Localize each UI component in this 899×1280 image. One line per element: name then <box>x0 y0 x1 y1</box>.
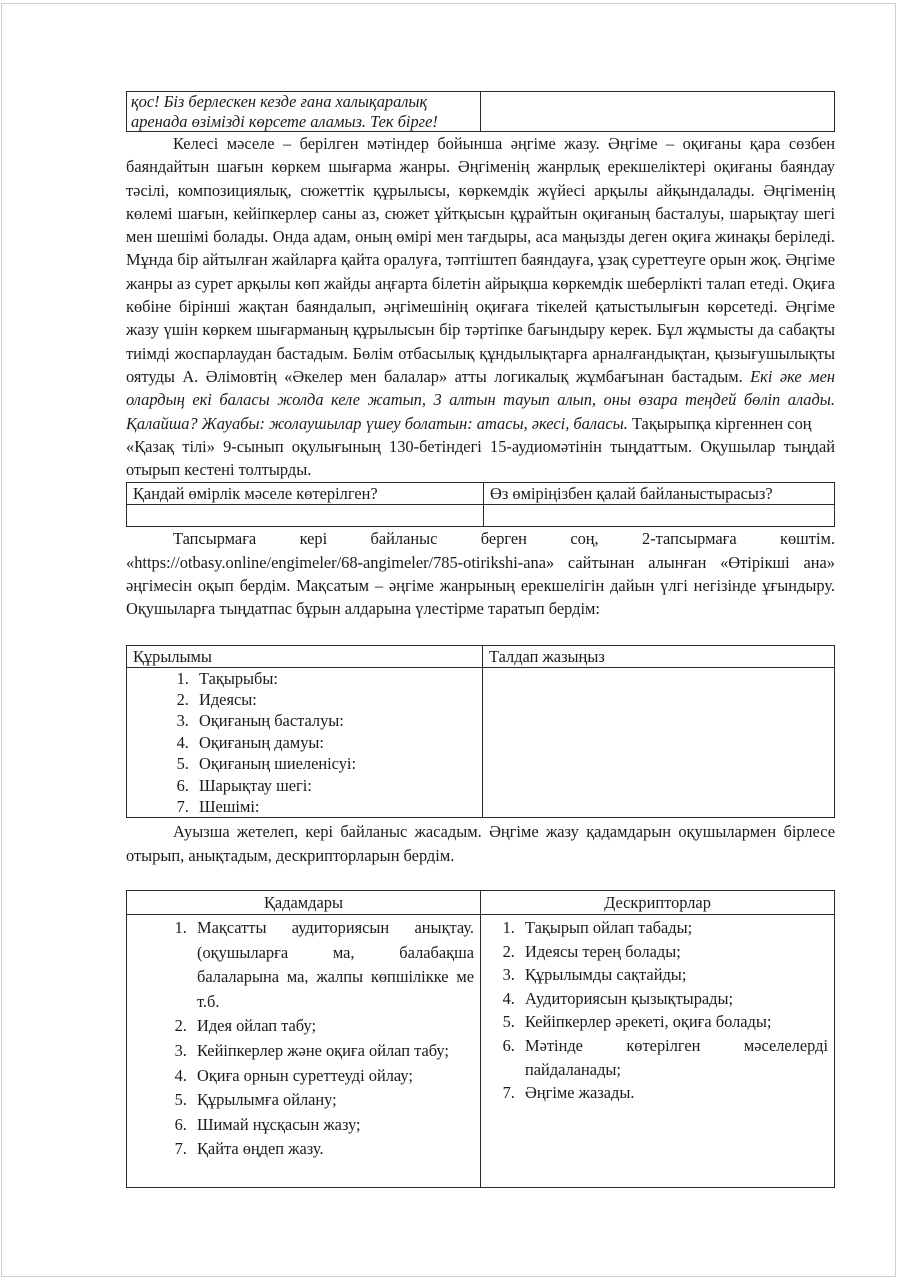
list-item: 5. Құрылымға ойлану; <box>191 1088 474 1113</box>
table-header-row <box>127 891 835 915</box>
list-item: 5. Кейіпкерлер әрекеті, оқиға болады; <box>519 1010 828 1034</box>
descriptors-cell <box>481 915 835 1188</box>
body-paragraph <box>126 132 835 435</box>
table-row <box>127 92 835 132</box>
table-row <box>127 667 835 818</box>
quote-table <box>126 91 835 132</box>
body-paragraph: «Қазақ тілі» 9-сынып оқулығының 130-бетіндегі 15-аудиомәтінін тыңдаттым. Оқушылар тыңдай отырып кестені толтырды. <box>126 436 835 480</box>
table-header-row <box>127 483 835 505</box>
list-item: 1. Мақсатты аудиториясын анықтау. (оқушыларға ма, балабақша балаларына ма, жалпы көпшілікке ме т.б. <box>191 916 474 1014</box>
column-header: Қадамдары <box>127 891 481 915</box>
descriptors-list <box>487 915 828 1105</box>
quote-line: аренада өзімізді көрсете аламыз. Тек бірге! <box>131 111 438 131</box>
steps-cell <box>127 915 481 1188</box>
empty-cell <box>481 92 835 132</box>
list-item: 6. Шарықтау шегі: <box>193 775 476 796</box>
list-item: 4. Оқиғаның дамуы: <box>193 732 476 753</box>
quote-cell <box>127 92 481 132</box>
document-content <box>126 91 835 1188</box>
list-item: 3. Оқиғаның басталуы: <box>193 710 476 731</box>
paragraph-text: Тақырыпқа кіргеннен соң <box>631 413 812 433</box>
steps-list <box>133 915 474 1162</box>
list-item: 1. Тақырып ойлап табады; <box>519 916 828 940</box>
column-header: Қандай өмірлік мәселе көтерілген? <box>127 483 484 505</box>
column-header: Құрылымы <box>127 645 483 667</box>
analysis-cell <box>483 667 835 818</box>
quote-line: қос! Біз берлескен кезде ғана халықаралық <box>131 92 428 111</box>
list-item: 5. Оқиғаның шиеленісуі: <box>193 753 476 774</box>
table-cell <box>484 505 835 527</box>
list-item: 3. Құрылымды сақтайды; <box>519 963 828 987</box>
body-paragraph: Ауызша жетелеп, кері байланыс жасадым. Әңгіме жазу қадамдарын оқушылармен бірлесе отырып, анықтадым, дескрипторларын бердім. <box>126 822 835 865</box>
list-item: 6. Шимай нұсқасын жазу; <box>191 1113 474 1138</box>
table-row <box>127 915 835 1188</box>
list-item: 1. Тақырыбы: <box>193 668 476 689</box>
body-paragraph: Тапсырмаға кері байланыс берген соң, 2-тапсырмаға көштім. «https://otbasy.online/engimeler/68-angimeler/785-otirikshi-ana» сайтынан алынған «Өтірікші ана» әңгімесін оқып бердім. Мақсатым – әңгіме жанрының ерекшелігін дайын үлгі негізінде ұғындыру. Оқушыларға тыңдатпас бұрын алдарына үлестірме таратып бердім: <box>126 529 835 619</box>
list-item: 7. Әңгіме жазады. <box>519 1081 828 1105</box>
column-header: Өз өміріңізбен қалай байланыстырасыз? <box>484 483 835 505</box>
question-table <box>126 482 835 527</box>
structure-list <box>133 668 476 818</box>
table-header-row <box>127 645 835 667</box>
steps-table <box>126 890 835 1188</box>
list-item: 7. Қайта өңдеп жазу. <box>191 1137 474 1162</box>
list-item: 4. Аудиториясын қызықтырады; <box>519 987 828 1011</box>
structure-list-cell <box>127 667 483 818</box>
list-item: 6. Мәтінде көтерілген мәселелерді пайдаланады; <box>519 1034 828 1081</box>
table-cell <box>127 505 484 527</box>
list-item: 3. Кейіпкерлер және оқиға ойлап табу; <box>191 1039 474 1064</box>
list-item: 2. Идеясы терең болады; <box>519 940 828 964</box>
list-item: 2. Идеясы: <box>193 689 476 710</box>
list-item: 4. Оқиға орнын суреттеуді ойлау; <box>191 1064 474 1089</box>
structure-table <box>126 645 835 819</box>
table-row <box>127 505 835 527</box>
paragraph-text: Келесі мәселе – берілген мәтіндер бойынша әңгіме жазу. Әңгіме – оқиғаны қара сөзбен баяндайтын шағын көркем шығарма жанры. Әңгіменің жанрлық ерекшеліктері оқиғаны баяндау тәсілі, композициялық, сюжеттік құрылысы, көркемдік жүйесі арқылы айқындалады. Әңгіменің көлемі шағын, кейіпкерлер саны аз, сюжет ұйтқысын құрайтын оқиғаның басталуы, шарықтау шегі мен шешімі болады. Онда адам, оның өмірі мен тағдыры, аса маңызды деген оқиға жинақы беріледі. Мұнда бір айтылған жайларға қайта оралуға, тәптіштеп баяндауға, ұзақ суреттеуге орын жоқ. Әңгіме жанры аз сурет арқылы көп жайды аңғарта білетін айрықша көркемдік шеберлікті талап етеді. Оқиға көбіне бірінші жақтан баяндалып, әңгімешінің оқиғаға тікелей қатыстылығын көрсетеді. Әңгіме жазу үшін көркем шығарманың құрылысын бір тәртіпке бағындыру керек. Бұл жұмысты да сабақты тиімді жоспарлаудан бастадым. Бөлім отбасылық құндылықтарға арналғандықтан, қызығушылықты оятуды А. Әлімовтің «Әкелер мен балалар» атты логикалық жұмбағынан бастадым. <box>126 134 835 386</box>
list-item: 2. Идея ойлап табу; <box>191 1014 474 1039</box>
list-item: 7. Шешімі: <box>193 796 476 817</box>
riddle-text: Екі әке мен олардың екі баласы жолда келе жатып, 3 алтын тауып алып, оны өзара теңдей бөліп алады. Қалайша? Жауабы: жолаушылар үшеу болатын: атасы, әкесі, баласы. <box>126 366 835 433</box>
column-header: Талдап жазыңыз <box>483 645 835 667</box>
column-header: Дескрипторлар <box>481 891 835 915</box>
